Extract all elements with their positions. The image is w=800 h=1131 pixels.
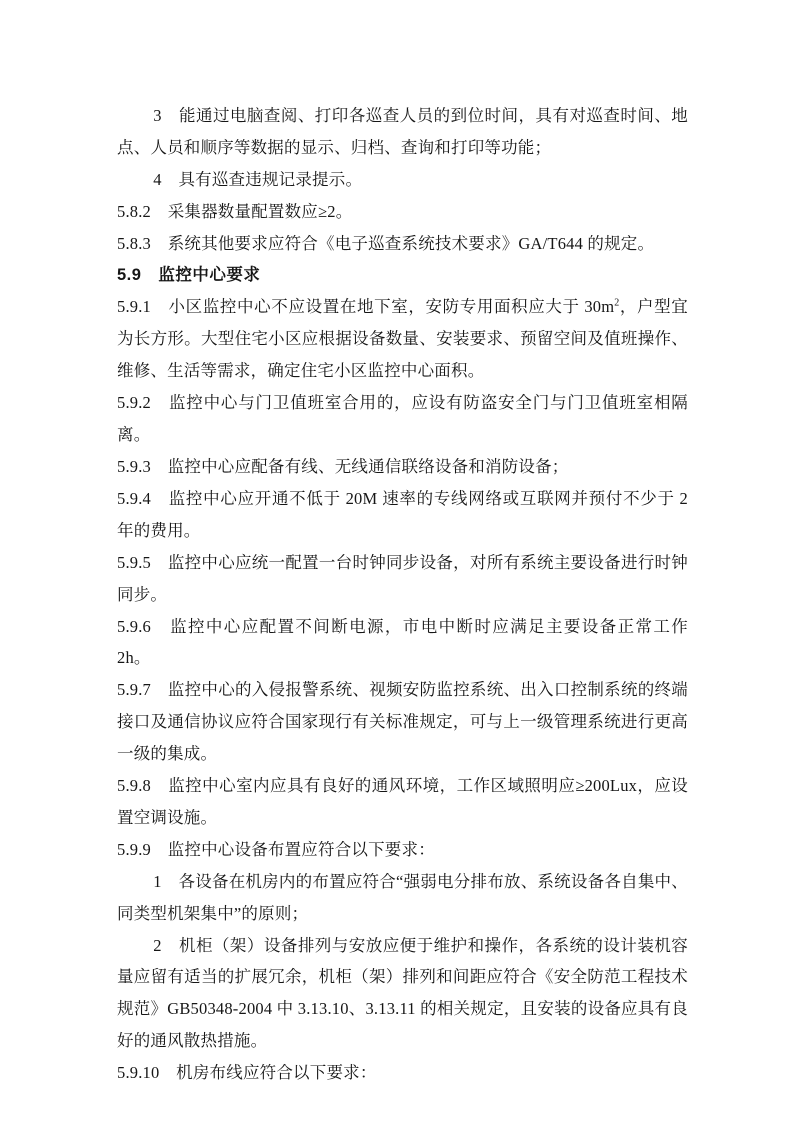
text-run: 5.8.3 系统其他要求应符合《电子巡查系统技术要求》GA/T644 的规定。 [117, 233, 655, 253]
clause-5-8-2 [117, 196, 688, 228]
clause-5-9-5 [117, 547, 688, 611]
text-run: 5.8.2 采集器数量配置数应≥2。 [117, 201, 353, 221]
text-run: 5.9.3 监控中心应配备有线、无线通信联络设备和消防设备； [117, 456, 569, 476]
clause-5-9-6 [117, 611, 693, 675]
clause-5-9-8 [117, 770, 688, 834]
text-run: ，户型宜为长方形。大型住宅小区应根据设备数量、安装要求、预留空间及值班操作、维修、生活等需求，确定住宅小区监控中心面积。 [117, 297, 688, 381]
text-run: 5.9.10 机房布线应符合以下要求： [117, 1063, 377, 1083]
clause-5-8-3 [117, 228, 688, 260]
text-run: 5.9.1 小区监控中心不应设置在地下室，安防专用面积应大于 30m [117, 297, 615, 317]
text-run: 2 机柜（架）设备排列与安放应便于维护和操作，各系统的设计装机容量应留有适当的扩展冗余，机柜（架）排列和间距应符合《安全防范工程技术规范》GB50348-2004 中 3.13.10、3.13.11 的相关规定，且安装的设备应具有良好的通风散热措施。 [117, 935, 688, 1051]
text-run: 5.9.5 监控中心应统一配置一台时钟同步设备，对所有系统主要设备进行时钟同步。 [117, 552, 688, 604]
clause-5-9-9 [117, 834, 688, 866]
heading-5-9 [117, 260, 688, 292]
text-run: 5.9.4 监控中心应开通不低于 20M 速率的专线网络或互联网并预付不少于 2 年的费用。 [117, 488, 693, 540]
text-run: 5.9.8 监控中心室内应具有良好的通风环境，工作区域照明应≥200Lux，应设置空调设施。 [117, 776, 688, 827]
text-run: 5.9.9 监控中心设备布置应符合以下要求： [117, 839, 435, 859]
text-run: 5.9.2 监控中心与门卫值班室合用的，应设有防盗安全门与门卫值班室相隔离。 [117, 393, 688, 445]
clause-5-9-4 [117, 483, 693, 547]
clause-5-9-10 [117, 1057, 688, 1089]
list-item-4 [117, 164, 688, 196]
clause-5-9-3 [117, 451, 688, 483]
clause-5-9-2 [117, 387, 688, 451]
page-content [117, 100, 693, 1089]
text-run: 5.9.7 监控中心的入侵报警系统、视频安防监控系统、出入口控制系统的终端接口及通信协议应符合国家现行有关标准规定，可与上一级管理系统进行更高一级的集成。 [117, 680, 688, 764]
list-item-3 [117, 100, 688, 164]
text-run: 4 具有巡查违规记录提示。 [153, 169, 363, 189]
clause-5-9-1 [117, 291, 688, 387]
text-run: 5.9.6 监控中心应配置不间断电源，市电中断时应满足主要设备正常工作 2h。 [117, 616, 693, 668]
clause-5-9-7 [117, 674, 688, 770]
text-run: 5.9 监控中心要求 [117, 265, 261, 284]
list-item-2 [117, 930, 688, 1058]
list-item-1 [117, 866, 688, 930]
text-run: 1 各设备在机房内的布置应符合“强弱电分排布放、系统设备各自集中、同类型机架集中”的原则； [117, 871, 688, 923]
superscript-text: 2 [614, 297, 620, 309]
text-run: 3 能通过电脑查阅、打印各巡查人员的到位时间，具有对巡查时间、地点、人员和顺序等数据的显示、归档、查询和打印等功能； [117, 106, 688, 157]
